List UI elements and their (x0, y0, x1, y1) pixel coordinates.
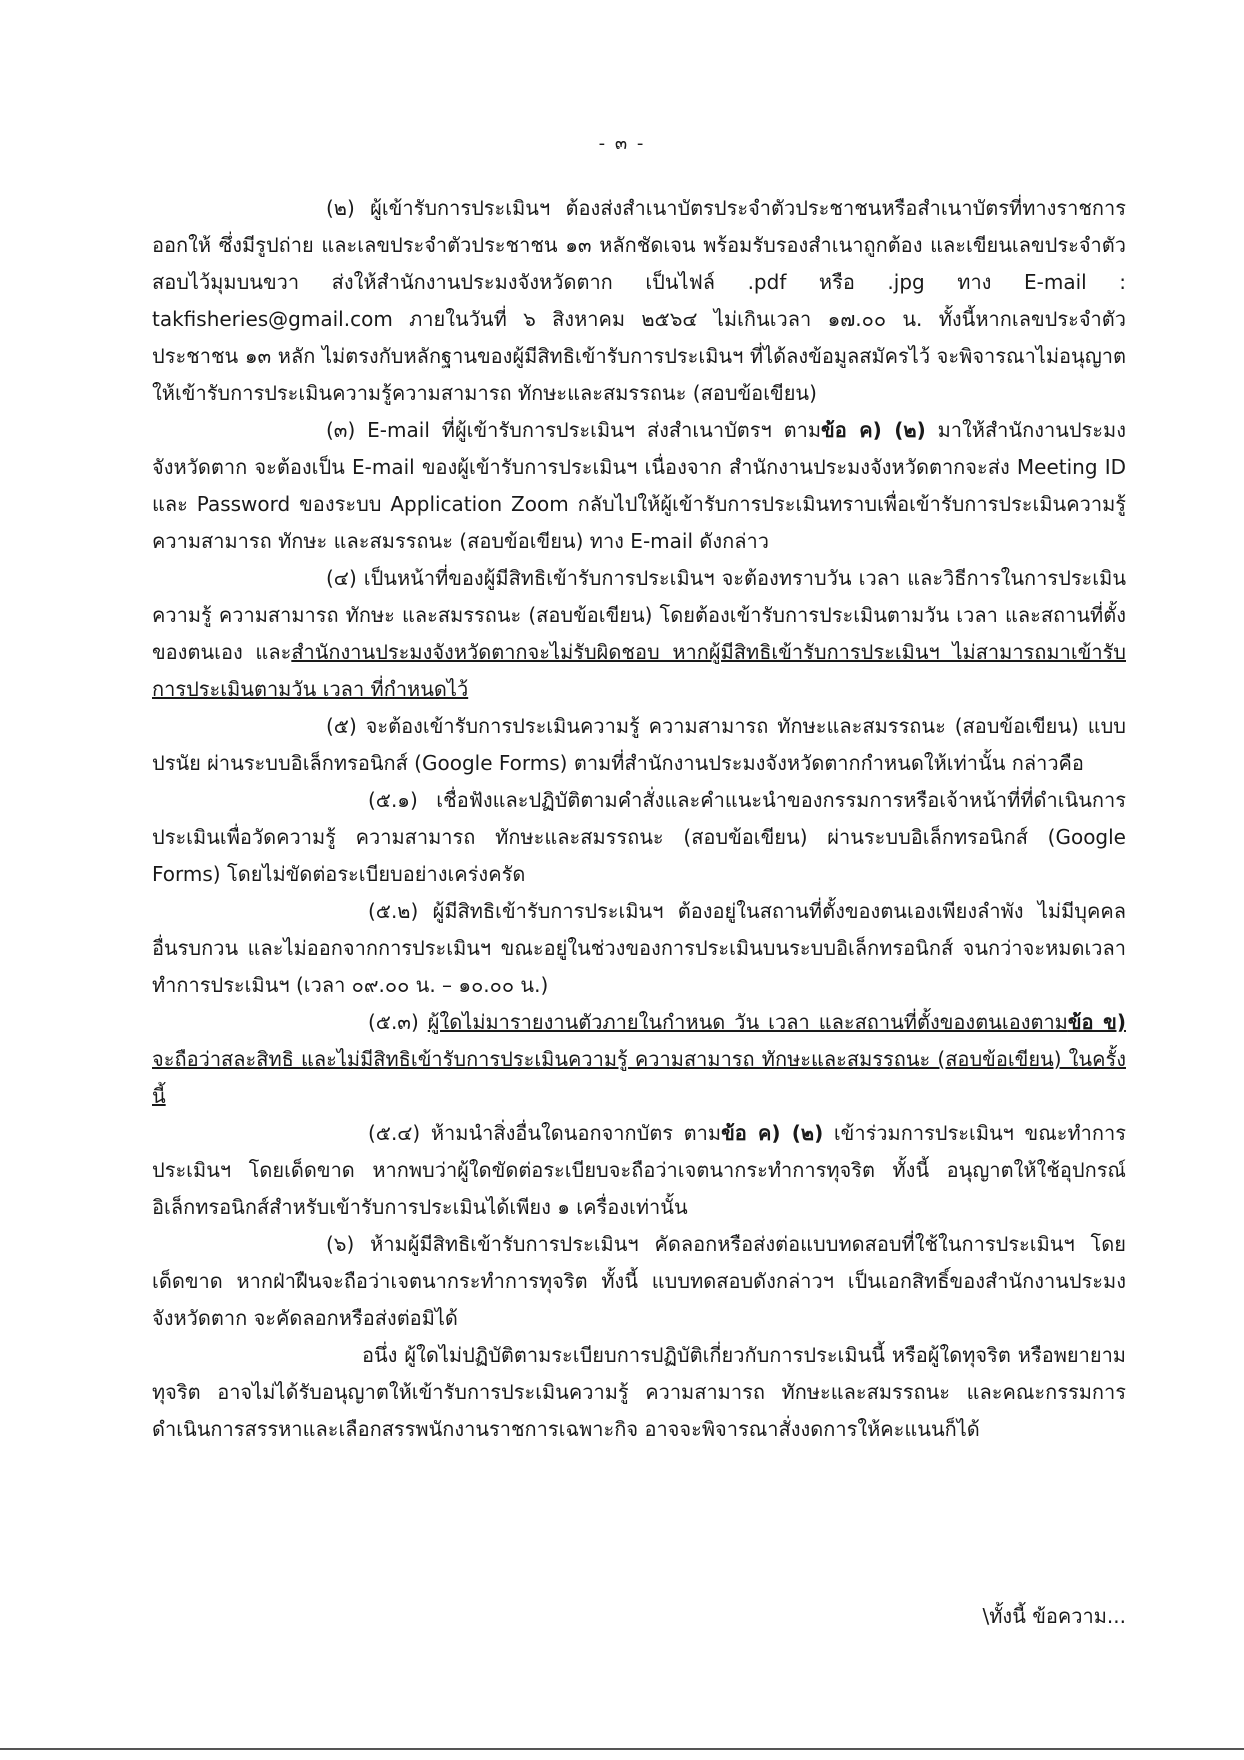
item-3-text-a: (๓) E-mail ที่ผู้เข้ารับการประเมินฯ ส่งสำเนาบัตรฯ ตาม (326, 418, 822, 442)
item-5-3-reference: ข้อ ข) (1067, 1010, 1126, 1034)
document-body (152, 190, 1126, 1448)
item-5-3-number: (๕.๓) (368, 1010, 428, 1034)
item-5-4-reference: ข้อ ค) (๒) (721, 1121, 824, 1145)
item-5-3-underlined-text-b: จะถือว่าสละสิทธิ และไม่มีสิทธิเข้ารับการประเมินความรู้ ความสามารถ ทักษะและสมรรถนะ (สอบข้อเขียน) ในครั้งนี้ (152, 1047, 1126, 1108)
item-5-4-text-a: (๕.๔) ห้ามนำสิ่งอื่นใดนอกจากบัตร ตาม (368, 1121, 722, 1145)
item-2: (๒) ผู้เข้ารับการประเมินฯ ต้องส่งสำเนาบัตรประจำตัวประชาชนหรือสำเนาบัตรที่ทางราชการออกให้ ซึ่งมีรูปถ่าย และเลขประจำตัวประชาชน ๑๓ หลักชัดเจน พร้อมรับรองสำเนาถูกต้อง และเขียนเลขประจำตัวสอบไว้มุมบนขวา ส่งให้สำนักงานประมงจังหวัดตาก เป็นไฟล์ .pdf หรือ .jpg ทาง E-mail : takfisheries@gmail.com ภายในวันที่ ๖ สิงหาคม ๒๕๖๔ ไม่เกินเวลา ๑๗.๐๐ น. ทั้งนี้หากเลขประจำตัวประชาชน ๑๓ หลัก ไม่ตรงกับหลักฐานของผู้มีสิทธิเข้ารับการประเมินฯ ที่ได้ลงข้อมูลสมัครไว้ จะพิจารณาไม่อนุญาตให้เข้ารับการประเมินความรู้ความสามารถ ทักษะและสมรรถนะ (สอบข้อเขียน) (152, 196, 1126, 405)
item-5-4-text-b: เข้าร่วมการประเมินฯ ขณะทำการประเมินฯ โดยเด็ดขาด หากพบว่าผู้ใดขัดต่อระเบียบจะถือว่าเจตนากระทำการทุจริต ทั้งนี้ อนุญาตให้ใช้อุปกรณ์อิเล็กทรอนิกส์สำหรับเข้ารับการประเมินได้เพียง ๑ เครื่องเท่านั้น (152, 1121, 1126, 1219)
item-5-3 (152, 1004, 1126, 1115)
closing-note: อนึ่ง ผู้ใดไม่ปฏิบัติตามระเบียบการปฏิบัติเกี่ยวกับการประเมินนี้ หรือผู้ใดทุจริต หรือพยายามทุจริต อาจไม่ได้รับอนุญาตให้เข้ารับการประเมินความรู้ ความสามารถ ทักษะและสมรรถนะ และคณะกรรมการดำเนินการสรรหาและเลือกสรรพนักงานราชการเฉพาะกิจ อาจจะพิจารณาสั่งงดการให้คะแนนก็ได้ (152, 1343, 1126, 1441)
item-5-3-underlined-text-a: ผู้ใดไม่มารายงานตัวภายในกำหนด วัน เวลา และสถานที่ตั้งของตนเองตาม (427, 1010, 1068, 1034)
item-3-text-b: มาให้สำนักงานประมงจังหวัดตาก จะต้องเป็น E-mail ของผู้เข้ารับการประเมินฯ เนื่องจาก สำนักงานประมงจังหวัดตากจะส่ง Meeting ID และ Password ของระบบ Application Zoom กลับไปให้ผู้เข้ารับการประเมินทราบเพื่อเข้ารับการประเมินความรู้ความสามารถ ทักษะ และสมรรถนะ (สอบข้อเขียน) ทาง E-mail ดังกล่าว (152, 418, 1126, 553)
item-4-underlined-text: สำนักงานประมงจังหวัดตากจะไม่รับผิดชอบ หากผู้มีสิทธิเข้ารับการประเมินฯ ไม่สามารถมาเข้ารับการประเมินตามวัน เวลา ที่กำหนดไว้ (152, 640, 1126, 701)
item-5-4 (152, 1115, 1126, 1226)
item-3-reference: ข้อ ค) (๒) (821, 418, 926, 442)
item-5-2: (๕.๒) ผู้มีสิทธิเข้ารับการประเมินฯ ต้องอยู่ในสถานที่ตั้งของตนเองเพียงลำพัง ไม่มีบุคคลอื่นรบกวน และไม่ออกจากการประเมินฯ ขณะอยู่ในช่วงของการประเมินบนระบบอิเล็กทรอนิกส์ จนกว่าจะหมดเวลาทำการประเมินฯ (เวลา ๐๙.๐๐ น. – ๑๐.๐๐ น.) (152, 899, 1126, 997)
item-3 (152, 412, 1126, 560)
page-number: - ๓ - (598, 133, 646, 154)
item-5-1: (๕.๑) เชื่อฟังและปฏิบัติตามคำสั่งและคำแนะนำของกรรมการหรือเจ้าหน้าที่ที่ดำเนินการประเมินเพื่อวัดความรู้ ความสามารถ ทักษะและสมรรถนะ (สอบข้อเขียน) ผ่านระบบอิเล็กทรอนิกส์ (Google Forms) โดยไม่ขัดต่อระเบียบอย่างเคร่งครัด (152, 788, 1126, 886)
scan-edge-line (0, 1748, 1244, 1750)
item-4 (152, 560, 1126, 708)
item-5: (๕) จะต้องเข้ารับการประเมินความรู้ ความสามารถ ทักษะและสมรรถนะ (สอบข้อเขียน) แบบปรนัย ผ่านระบบอิเล็กทรอนิกส์ (Google Forms) ตามที่สำนักงานประมงจังหวัดตากกำหนดให้เท่านั้น กล่าวคือ (152, 714, 1126, 775)
item-4-text: (๔) เป็นหน้าที่ของผู้มีสิทธิเข้ารับการประเมินฯ จะต้องทราบวัน เวลา และวิธีการในการประเมินความรู้ ความสามารถ ทักษะ และสมรรถนะ (สอบข้อเขียน) โดยต้องเข้ารับการประเมินตามวัน เวลา และสถานที่ตั้งของตนเอง และ (152, 566, 1126, 664)
continuation-marker: \ทั้งนี้ ข้อความ... (982, 1604, 1126, 1628)
item-6: (๖) ห้ามผู้มีสิทธิเข้ารับการประเมินฯ คัดลอกหรือส่งต่อแบบทดสอบที่ใช้ในการประเมินฯ โดยเด็ดขาด หากฝ่าฝืนจะถือว่าเจตนากระทำการทุจริต ทั้งนี้ แบบทดสอบดังกล่าวฯ เป็นเอกสิทธิ์ของสำนักงานประมงจังหวัดตาก จะคัดลอกหรือส่งต่อมิได้ (152, 1232, 1126, 1330)
